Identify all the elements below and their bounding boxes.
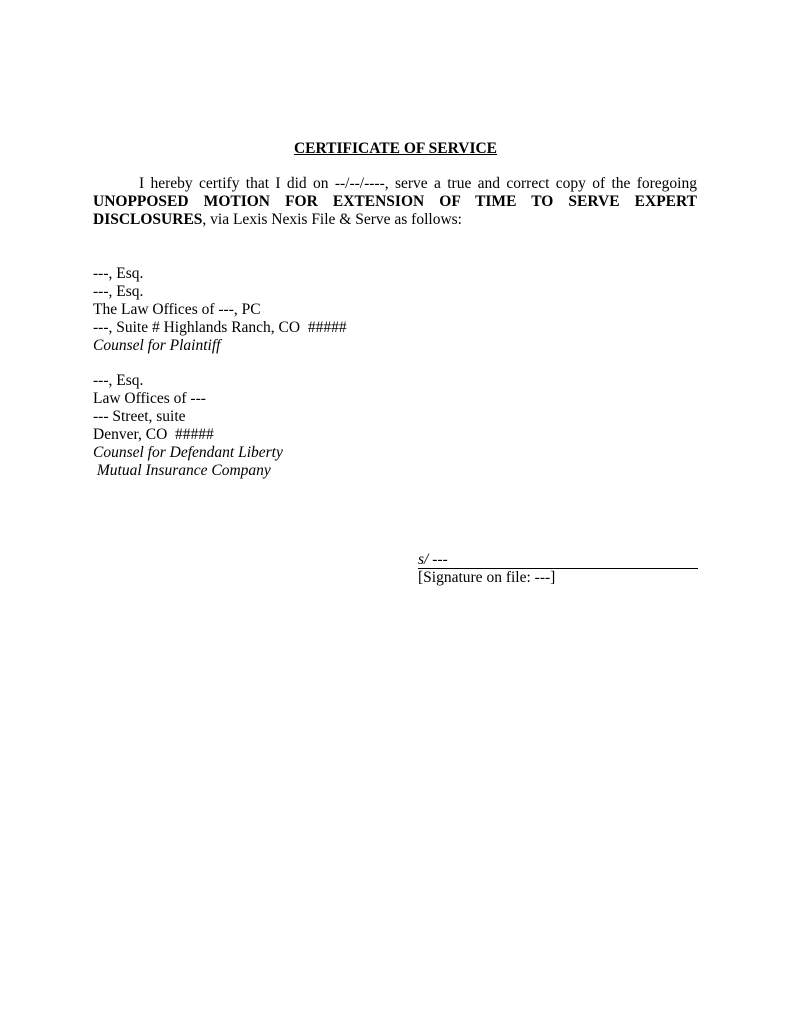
page-title: CERTIFICATE OF SERVICE <box>293 140 498 157</box>
defendant-street: --- Street, suite <box>93 408 186 425</box>
plaintiff-address: ---, Suite # Highlands Ranch, CO ##### <box>93 319 347 336</box>
certification-line-1: I hereby certify that I did on --/--/----, serve a true and correct copy of the foregoing <box>139 175 697 192</box>
signature-block <box>418 551 698 587</box>
signature-name: --- <box>428 551 448 568</box>
defendant-attorney: ---, Esq. <box>93 372 144 389</box>
plaintiff-attorney-2: ---, Esq. <box>93 283 144 300</box>
certification-paragraph <box>93 175 697 229</box>
plaintiff-firm: The Law Offices of ---, PC <box>93 301 261 318</box>
defendant-role-line-2: Mutual Insurance Company <box>93 462 271 479</box>
plaintiff-role: Counsel for Plaintiff <box>93 337 221 354</box>
defendant-role-line-1: Counsel for Defendant Liberty <box>93 444 283 461</box>
signature-prefix: s/ <box>418 551 429 568</box>
certification-line-3 <box>93 211 697 229</box>
defendant-counsel-block <box>93 372 283 480</box>
motion-title-line-1: UNOPPOSED MOTION FOR EXTENSION OF TIME TO SERVE EXPERT <box>93 193 697 210</box>
signature-note: [Signature on file: ---] <box>418 569 556 586</box>
motion-title-line-2: DISCLOSURES <box>93 211 203 228</box>
defendant-city: Denver, CO ##### <box>93 426 214 443</box>
plaintiff-attorney-1: ---, Esq. <box>93 265 144 282</box>
plaintiff-counsel-block <box>93 265 347 355</box>
service-method: , via Lexis Nexis File & Serve as follows: <box>202 211 462 228</box>
signature-line <box>418 551 698 569</box>
defendant-firm: Law Offices of --- <box>93 390 206 407</box>
